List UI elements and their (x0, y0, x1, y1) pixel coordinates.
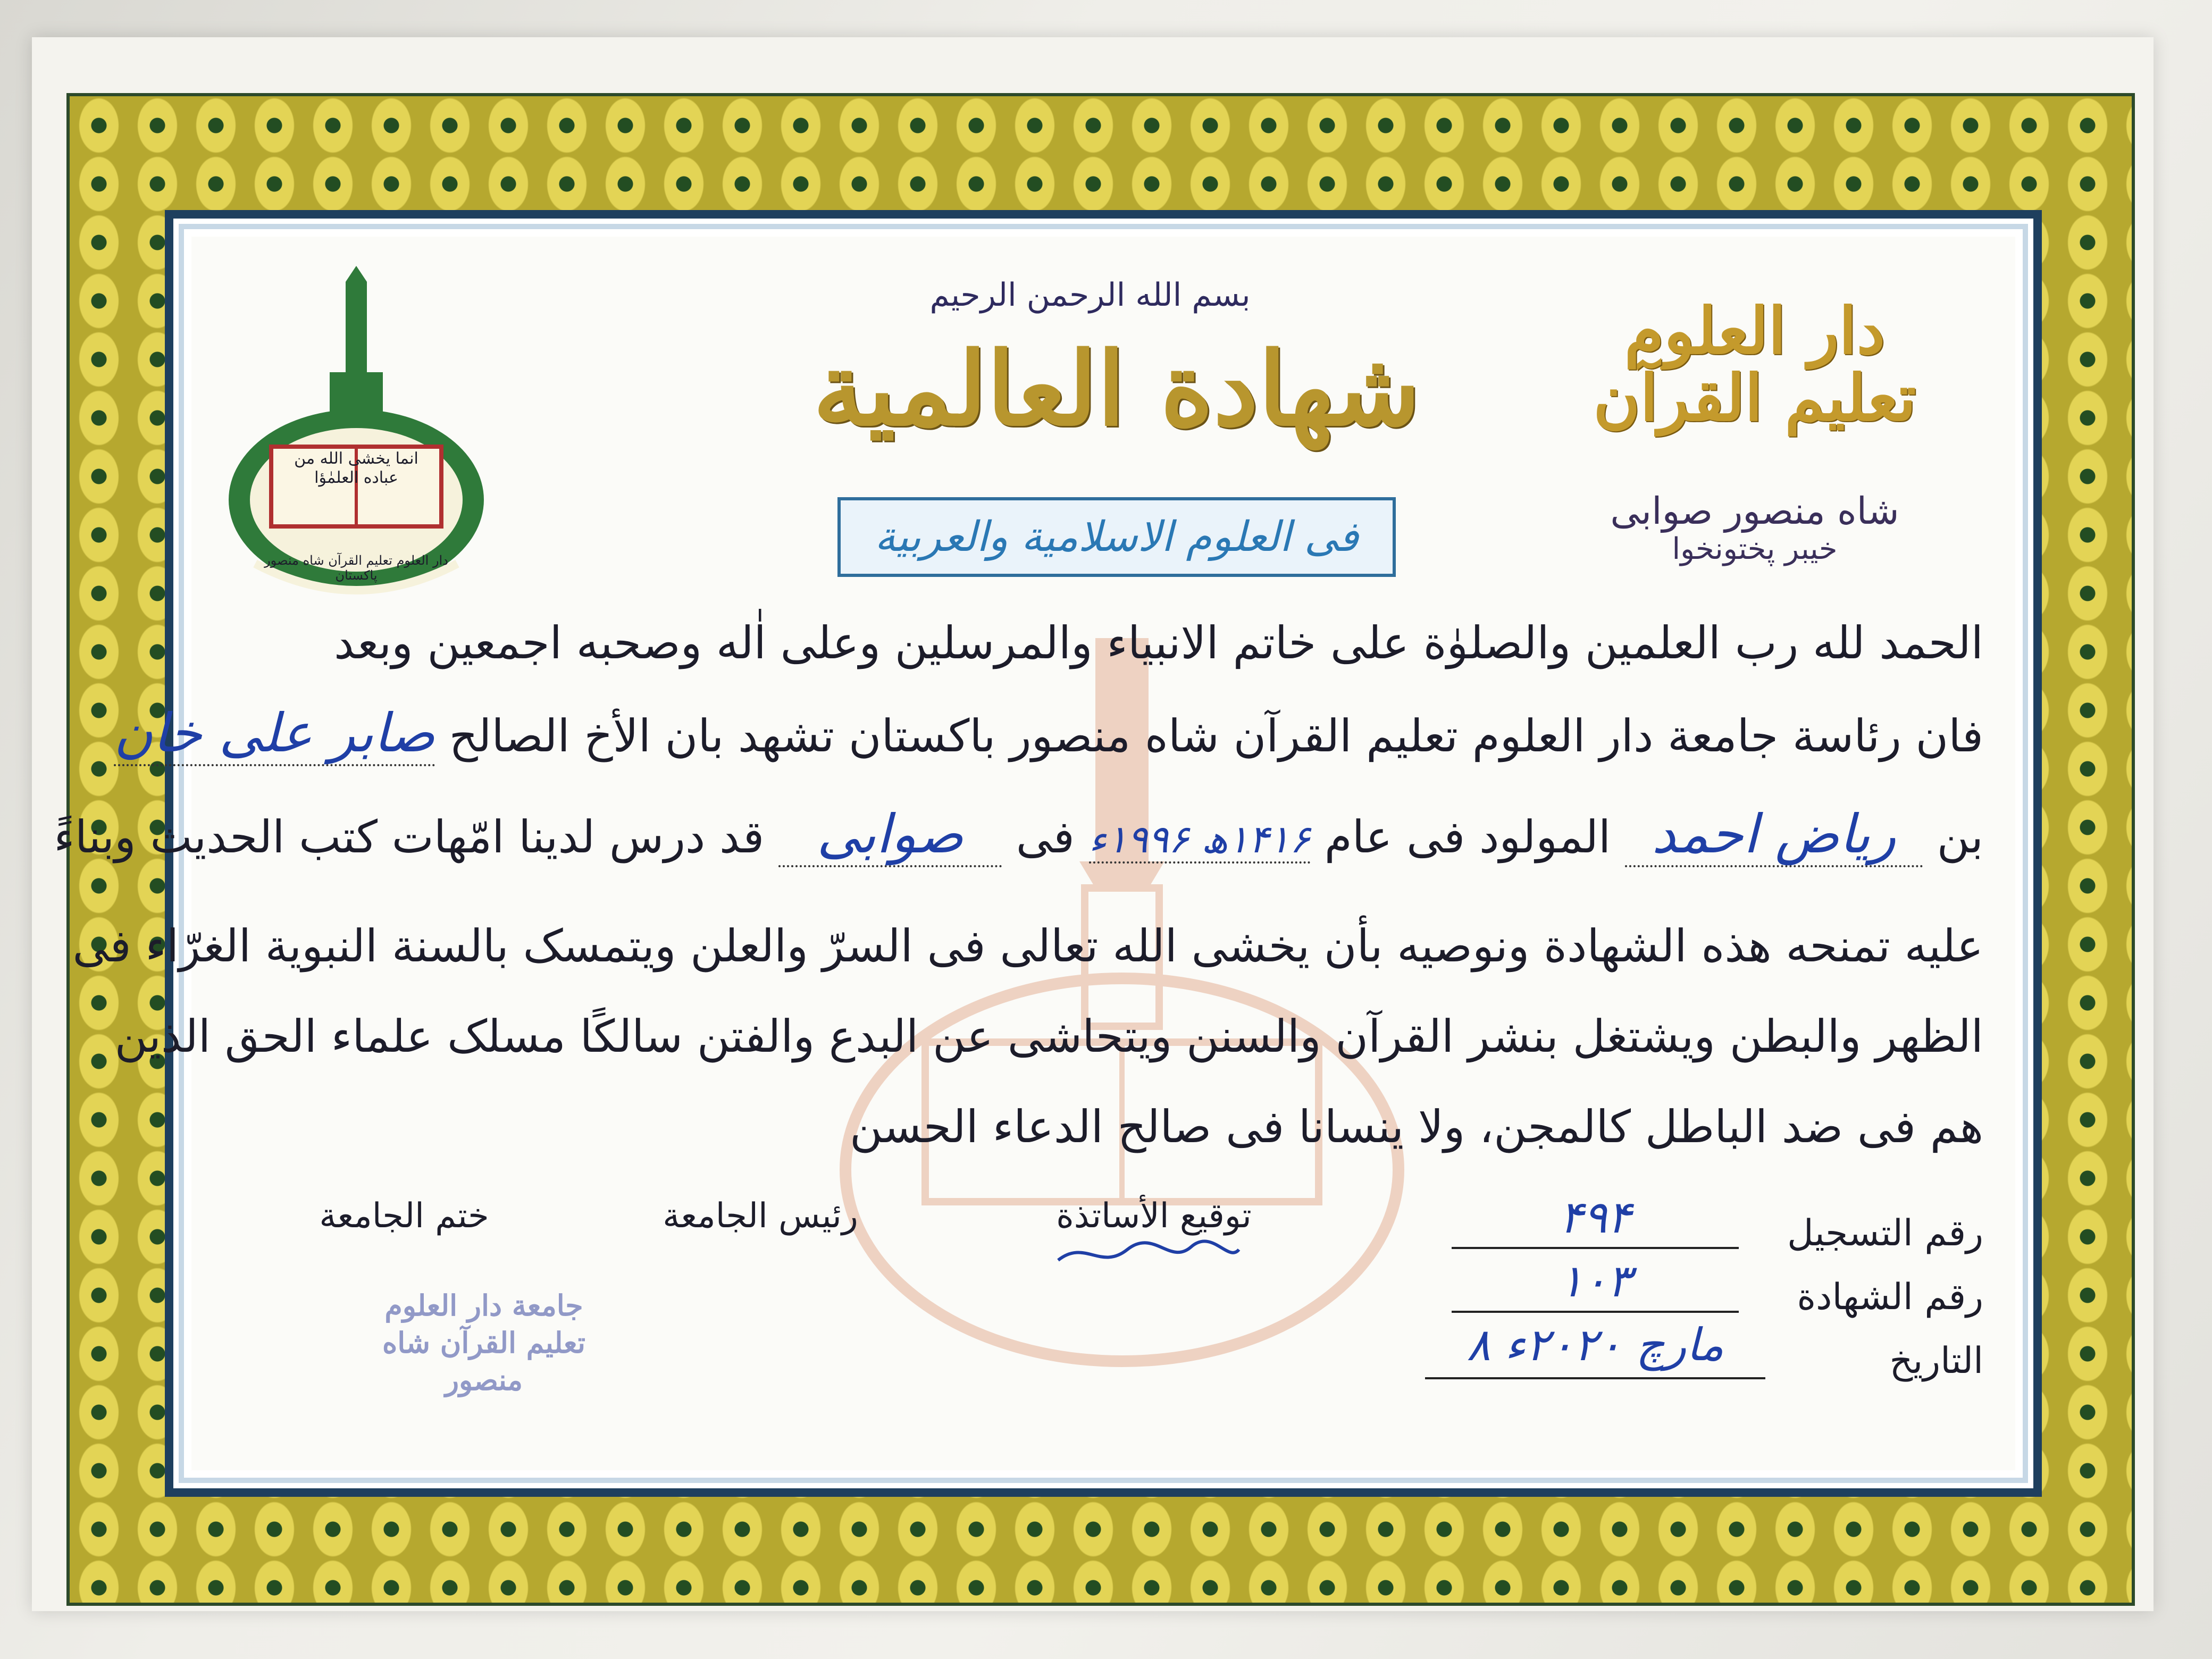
birth-place: صوابی (778, 803, 1002, 867)
institution-name: دار العلوم تعلیم القرآن (1593, 294, 1916, 435)
registration-line (1452, 1247, 1739, 1249)
institution-region: خیبر پختونخوا (1672, 532, 1838, 566)
bismillah: بسم الله الرحمن الرحیم (929, 276, 1251, 314)
certificate-no-value: ۱۰۳ (1559, 1255, 1631, 1307)
body-line-3-suffix: قد درس لدینا امّهات کتب الحدیث وبناءً (54, 811, 765, 863)
head-signature-label: رئیس الجامعة (663, 1196, 858, 1236)
body-line-3 (54, 803, 1983, 867)
born-label: المولود فی عام (1324, 811, 1611, 863)
birth-year: ۱۴۱۶ھ ۱۹۹۶ء (1089, 817, 1310, 864)
registration-label: رقم التسجیل (1787, 1212, 1983, 1254)
body-line-4: علیه تمنحه هذه الشهادة ونوصیه بأن یخشی الله تعالی فی السرّ والعلن ویتمسک بالسنة النبویة الغرّاء فی (72, 920, 1983, 972)
body-line-5: الظهر والبطن ویشتغل بنشر القرآن والسنن ویتحاشی عن البدع والفتن سالکًا مسلک علماء الحق الذین (114, 1010, 1983, 1062)
date-line (1425, 1377, 1765, 1379)
left-logo-ring-text: دار العلوم تعلیم القرآن شاه منصور پاکستان (264, 553, 448, 583)
certificate-no-line (1452, 1311, 1739, 1313)
meta-block (1425, 1191, 1983, 1430)
teachers-signature-label: توقیع الأساتذة (1056, 1196, 1252, 1236)
in-word: فی (1016, 811, 1075, 863)
ibn-word: بن (1937, 811, 1983, 863)
registration-value: ۴۹۴ (1559, 1191, 1631, 1243)
date-value: ۸ مارچ ۲۰۲۰ء (1467, 1319, 1724, 1371)
student-name: صابر علی خان (114, 702, 435, 766)
left-logo-verse: انما یخشی الله من عباده العلمٰؤا (294, 449, 418, 487)
institution-stamp (351, 1287, 617, 1414)
body-line-2 (114, 702, 1983, 766)
teacher-signature-scribble (1053, 1234, 1244, 1276)
father-name: ریاض احمد (1625, 803, 1923, 867)
stamp-text: جامعة دار العلوم تعلیم القرآن شاه منصور (382, 1288, 585, 1397)
body-line-2-prefix: فان رئاسة جامعة دار العلوم تعلیم القرآن شاه منصور باکستان تشهد بان الأخ الصالح (449, 710, 1983, 762)
subtitle-box (837, 497, 1396, 577)
body-line-1: الحمد لله رب العلمین والصلوٰة علی خاتم الانبیاء والمرسلین وعلی اٰله وصحبه اجمعین وبعد (334, 617, 1983, 669)
institution-logo-left (223, 266, 489, 596)
certificate-title: شهادة العالمية (812, 330, 1421, 448)
seal-label: ختم الجامعة (319, 1196, 489, 1236)
institution-place: شاه منصور صوابی (1610, 489, 1899, 533)
date-label: التاریخ (1889, 1340, 1983, 1382)
certificate-subtitle: فی العلوم الاسلامیة والعربیة (874, 513, 1359, 561)
body-line-6: هم فی ضد الباطل کالمجن، ولا ینسانا فی صالح الدعاء الحسن (849, 1101, 1983, 1153)
certificate-no-label: رقم الشهادة (1797, 1276, 1983, 1318)
